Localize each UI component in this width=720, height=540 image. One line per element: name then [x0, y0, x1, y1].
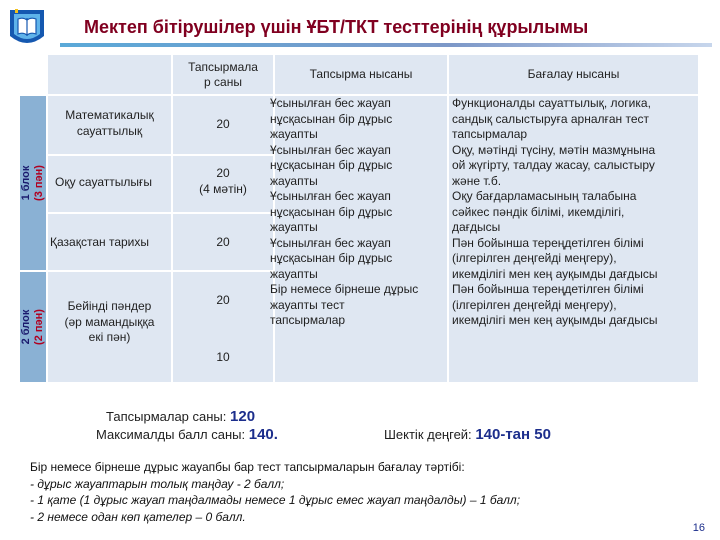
count-1: [173, 117, 273, 133]
max-score-value: 140.: [248, 426, 278, 443]
block-2-label: [20, 272, 46, 382]
count-cell-4: [173, 272, 273, 382]
assessment-4-line1: Пән бойынша тереңдетілген білімі: [452, 235, 644, 250]
header-task-type-label: Тапсырма нысаны: [309, 67, 413, 81]
assessment-2-line1: Оқу, мәтінді түсіну, мәтін мазмұнына: [452, 142, 656, 157]
task-type-3-line3: жауапты: [270, 220, 318, 234]
task-type-2-line1: Ұсынылған бес жауап: [270, 142, 391, 157]
subject-history: [50, 235, 170, 251]
assessment-2-line2: ой жүгірту, талдау жасау, салыстыру: [452, 158, 655, 172]
assessment-1-line1: Функционалды сауаттылық, логика,: [452, 96, 651, 110]
tasks-count-value: 120: [230, 408, 256, 425]
task-type-5-line2: жауапты тест: [270, 297, 345, 312]
block-2-bar: [20, 272, 46, 382]
assessment-5-line3: икемділігі мен кең ауқымды дағдысы: [452, 313, 658, 327]
max-score-label: Максималды балл саны:: [96, 427, 246, 442]
count-2-value: 20: [216, 166, 230, 180]
count-2: [173, 166, 273, 197]
header-count: [173, 55, 273, 94]
task-type-3-line2: нұсқасынан бір дұрыс: [270, 204, 393, 219]
subject-profile-line1: Бейінді пәндер: [67, 299, 152, 313]
page-title: Мектеп бітірушілер үшін ҰБТ/ТКТ тесттерінің құрылымы: [84, 17, 589, 37]
assessment-4-line2: (ілгерілген деңгейді меңгеру),: [452, 251, 617, 265]
task-type-5-line3: тапсырмалар: [270, 313, 346, 327]
assessment-4-line3: икемділігі мен кең ауқымды дағдысы: [452, 266, 658, 281]
assessment-3-line2: сәйкес пәндік білімі, икемділігі,: [452, 204, 625, 219]
task-type-4-line2: нұсқасынан бір дұрыс: [270, 251, 393, 265]
subject-profile-line3: екі пән): [88, 330, 131, 344]
task-type-1-line2: нұсқасынан бір дұрыс: [270, 111, 393, 126]
subject-reading: [55, 175, 170, 191]
task-type-4-line1: Ұсынылған бес жауап: [270, 235, 391, 250]
task-type-4-line3: жауапты: [270, 266, 318, 281]
scoring-rules: [30, 459, 690, 525]
header-task-type: [275, 55, 447, 94]
header-count-line2: р саны: [204, 74, 242, 89]
block-1-label: [20, 96, 46, 270]
max-score-summary: [96, 426, 278, 443]
tasks-count-label: Тапсырмалар саны:: [106, 409, 227, 424]
task-type-2-line3: жауапты: [270, 173, 318, 188]
assessment-1-line2: сандық салыстыруға арналған тест: [452, 111, 650, 126]
assessment-5-line1: Пән бойынша тереңдетілген білімі: [452, 282, 644, 296]
tasks-summary: [106, 408, 255, 425]
count-3: [173, 235, 273, 251]
header-assessment-label: Бағалау нысаны: [527, 67, 620, 81]
header-count-line1: Тапсырмала: [188, 59, 258, 74]
count-4-value: 20: [216, 293, 230, 307]
task-type-list: [270, 96, 448, 329]
subject-math-line2: сауаттылық: [76, 123, 143, 138]
task-type-3-line1: Ұсынылған бес жауап: [270, 189, 391, 203]
subject-math-line1: Математикалық: [65, 108, 154, 122]
header-empty-cell: [48, 55, 171, 94]
task-type-2-line2: нұсқасынан бір дұрыс: [270, 158, 393, 172]
scoring-rules-heading: Бір немесе бірнеше дұрыс жауапбы бар тест тапсырмаларын бағалау тәртібі:: [30, 460, 465, 474]
block-1-bar: [20, 96, 46, 270]
block-2-name: 2 блок: [20, 309, 32, 345]
count-2-note: (4 мәтін): [199, 181, 247, 196]
block-1-name: 1 блок: [20, 165, 32, 201]
threshold-value: 140-тан 50: [475, 426, 551, 443]
header-assessment: [449, 55, 698, 94]
subject-profile: [52, 299, 167, 346]
threshold-label: Шектік деңгей:: [384, 427, 472, 442]
count-3-value: 20: [216, 235, 230, 249]
count-5: [173, 350, 273, 366]
title-underline: [60, 43, 712, 47]
assessment-3-line1: Оқу бағдарламасының талабына: [452, 189, 637, 203]
subject-profile-line2: (әр мамандыққа: [64, 314, 155, 329]
subject-reading-line1: Оқу сауаттылығы: [55, 175, 152, 189]
count-4: [173, 293, 273, 309]
block-2-count: (2 пән): [33, 309, 45, 345]
threshold-summary: [384, 426, 551, 443]
count-5-value: 10: [216, 350, 230, 364]
assessment-2-line3: және т.б.: [452, 173, 502, 188]
assessment-1-line3: тапсырмалар: [452, 127, 528, 141]
task-type-1-line1: Ұсынылған бес жауап: [270, 96, 391, 110]
assessment-list: [452, 96, 700, 329]
scoring-rule-1: - дұрыс жауаптарын толық таңдау - 2 балл;: [30, 476, 285, 491]
subject-math: [52, 108, 167, 139]
count-1-value: 20: [216, 117, 230, 131]
scoring-rule-3: - 2 немесе одан көп қателер – 0 балл.: [30, 509, 246, 524]
scoring-rule-2: - 1 қате (1 дұрыс жауап таңдалмады немесе 1 дұрыс емес жауап таңдалды) – 1 балл;: [30, 493, 521, 507]
assessment-3-line3: дағдысы: [452, 220, 501, 234]
page-number: 16: [692, 522, 705, 534]
assessment-5-line2: (ілгерілген деңгейді меңгеру),: [452, 297, 617, 312]
task-type-1-line3: жауапты: [270, 127, 318, 141]
subject-history-line1: Қазақстан тарихы: [50, 235, 149, 249]
logo-icon: [6, 6, 48, 48]
block-1-count: (3 пән): [33, 165, 45, 201]
task-type-5-line1: Бір немесе бірнеше дұрыс: [270, 282, 419, 296]
